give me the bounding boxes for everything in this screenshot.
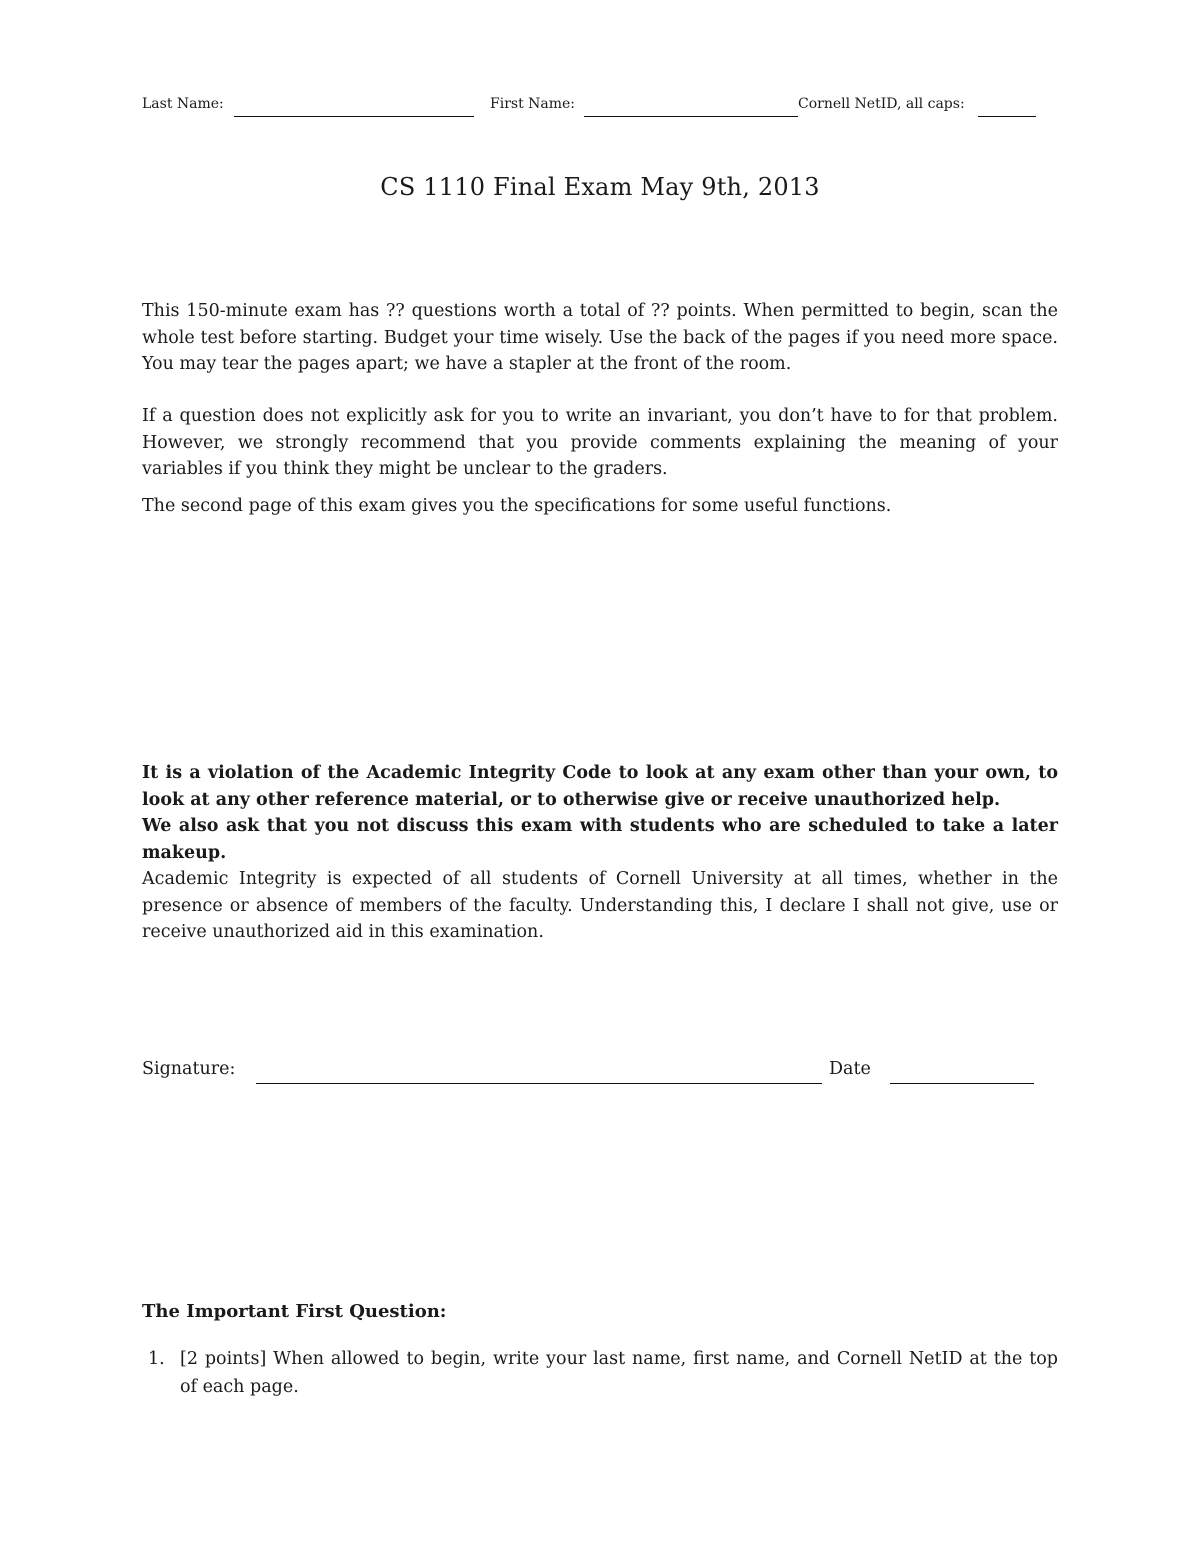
- netid-field[interactable]: [978, 116, 1036, 117]
- integrity-violation-warning: It is a violation of the Academic Integrity Code to look at any exam other than your own, to look at any other reference material, or to otherwise give or receive unauthorized help.: [142, 763, 1058, 810]
- instructions-paragraph-2: If a question does not explicitly ask for you to write an invariant, you don’t have to for that problem. However, we strongly recommend that you provide comments explaining the meaning of your variables if you think they might be unclear to the graders.: [142, 406, 1058, 479]
- first-name-field[interactable]: [584, 116, 798, 117]
- instructions-paragraph-3: The second page of this exam gives you the specifications for some useful functions.: [142, 496, 892, 516]
- exam-title: CS 1110 Final Exam May 9th, 2013: [380, 173, 820, 201]
- signature-field[interactable]: [256, 1083, 822, 1084]
- academic-integrity-statement: [142, 760, 1058, 946]
- first-question-heading: The Important First Question:: [142, 1301, 447, 1322]
- question-text: [2 points] When allowed to begin, write your last name, first name, and Cornell NetID at the top of each page.: [180, 1349, 1058, 1397]
- netid-label: Cornell NetID, all caps:: [798, 96, 965, 112]
- makeup-discussion-request: We also ask that you not discuss this exam with students who are scheduled to take a later makeup.: [142, 816, 1058, 863]
- question-number: 1.: [148, 1349, 165, 1369]
- integrity-declaration: Academic Integrity is expected of all students of Cornell University at all times, whether in the presence or absence of members of the faculty. Understanding this, I declare I shall not give, use or receive unauthorized aid in this examination.: [142, 869, 1058, 942]
- last-name-field[interactable]: [234, 116, 474, 117]
- instructions-paragraph-1: This 150-minute exam has ?? questions worth a total of ?? points. When permitted to begin, scan the whole test before starting. Budget your time wisely. Use the back of the pages if you need more space. You may tear the pages apart; we have a stapler at the front of the room.: [142, 301, 1058, 374]
- date-label: Date: [829, 1059, 871, 1079]
- student-info-header: [142, 96, 1037, 120]
- date-field[interactable]: [890, 1083, 1034, 1084]
- first-name-label: First Name:: [490, 96, 576, 112]
- last-name-label: Last Name:: [142, 96, 224, 112]
- signature-label: Signature:: [142, 1059, 236, 1079]
